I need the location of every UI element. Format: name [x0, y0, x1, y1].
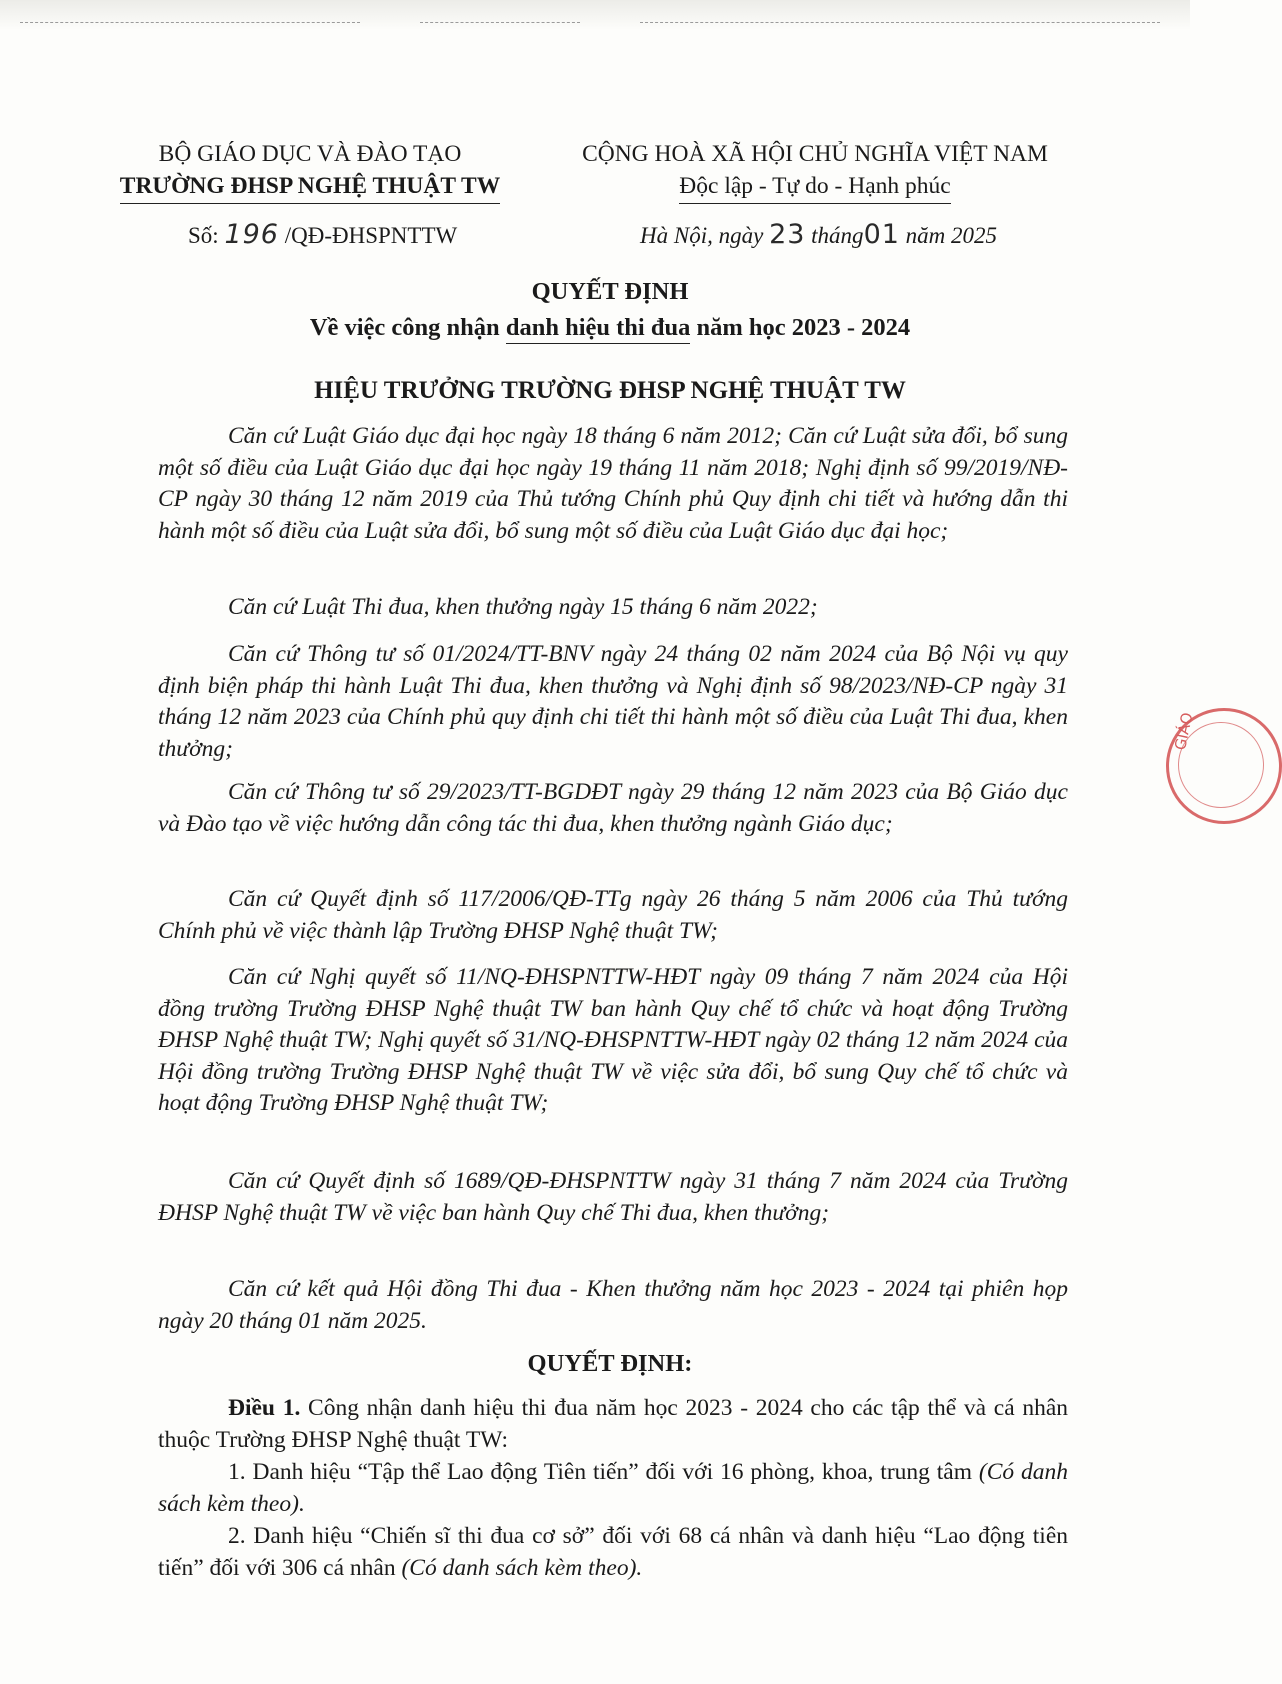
number-suffix: /QĐ-ĐHSPNTTW: [284, 223, 458, 248]
item-1-note: (Có danh sách kèm theo).: [158, 1459, 1069, 1517]
issue-date: [640, 219, 997, 250]
item-1-text: 1. Danh hiệu “Tập thể Lao động Tiên tiến” đối với 16 phòng, khoa, trung tâm: [228, 1459, 979, 1485]
preamble-paragraph: Căn cứ Thông tư số 01/2024/TT-BNV ngày 24 tháng 02 năm 2024 của Bộ Nội vụ quy định biện pháp thi hành Luật Thi đua, khen thưởng và Nghị định số 98/2023/NĐ-CP ngày 31 tháng 12 năm 2023 của Chính phủ quy định chi tiết thi hành một số điều của Luật Thi đua, khen thưởng;: [158, 641, 1068, 762]
scan-dash-line: [20, 22, 360, 24]
school-name: TRƯỜNG ĐHSP NGHỆ THUẬT TW: [110, 170, 510, 204]
subtitle-part1: Về việc công nhận: [309, 314, 506, 341]
article-1-item-2: [158, 1521, 1068, 1584]
date-place: Hà Nội, ngày: [640, 223, 764, 248]
subtitle-underlined: danh hiệu thi đua: [506, 314, 691, 344]
national-motto: Độc lập - Tự do - Hạnh phúc: [555, 170, 1075, 204]
scan-dash-line: [640, 22, 1160, 24]
preamble-paragraph: Căn cứ Quyết định số 1689/QĐ-ĐHSPNTTW ngày 31 tháng 7 năm 2024 của Trường ĐHSP Nghệ thuật TW về việc ban hành Quy chế Thi đua, khen thưởng;: [158, 1168, 1068, 1226]
authority-heading: HIỆU TRƯỞNG TRƯỜNG ĐHSP NGHỆ THUẬT TW: [314, 377, 906, 404]
ministry-name: BỘ GIÁO DỤC VÀ ĐÀO TẠO: [158, 141, 462, 167]
scan-dash-line: [420, 22, 580, 24]
item-2-note: (Có danh sách kèm theo).: [401, 1554, 643, 1581]
country-name: CỘNG HOÀ XÃ HỘI CHỦ NGHĨA VIỆT NAM: [582, 141, 1048, 167]
preamble-paragraph: Căn cứ Quyết định số 117/2006/QĐ-TTg ngày 26 tháng 5 năm 2006 của Thủ tướng Chính phủ về việc thành lập Trường ĐHSP Nghệ thuật TW;: [158, 886, 1068, 944]
decision-subtitle: [0, 314, 1220, 344]
ministry-header: [110, 138, 510, 204]
decides-heading: QUYẾT ĐỊNH:: [527, 1350, 693, 1377]
number-prefix: Số:: [188, 223, 219, 248]
preamble-paragraph: Căn cứ kết quả Hội đồng Thi đua - Khen thưởng năm học 2023 - 2024 tại phiên họp ngày 20 tháng 01 năm 2025.: [158, 1276, 1068, 1334]
seal-text: GIÁO: [1171, 710, 1197, 752]
scan-edge: [0, 0, 1190, 30]
decision-title: QUYẾT ĐỊNH: [531, 278, 689, 305]
preamble-paragraph: Căn cứ Thông tư số 29/2023/TT-BGDĐT ngày 29 tháng 12 năm 2023 của Bộ Giáo dục và Đào tạo về việc hướng dẫn công tác thi đua, khen thưởng ngành Giáo dục;: [158, 779, 1068, 837]
preamble-paragraph: Căn cứ Luật Giáo dục đại học ngày 18 tháng 6 năm 2012; Căn cứ Luật sửa đổi, bổ sung một số điều của Luật Giáo dục đại học ngày 19 tháng 11 năm 2018; Nghị định số 99/2019/NĐ-CP ngày 30 tháng 12 năm 2019 của Thủ tướng Chính phủ Quy định chi tiết và hướng dẫn thi hành một số điều của Luật sửa đổi, bổ sung một số điều của Luật Giáo dục đại học;: [158, 423, 1068, 544]
item-2-text: 2. Danh hiệu “Chiến sĩ thi đua cơ sở” đối với 68 cá nhân và danh hiệu “Lao động tiên tiến” đối với 306 cá nhân: [158, 1523, 1068, 1581]
date-month-label: tháng: [811, 223, 864, 248]
handwritten-month: 01: [863, 219, 900, 250]
national-header: [555, 138, 1075, 204]
handwritten-number: 196: [224, 219, 279, 250]
article-1-text: Công nhận danh hiệu thi đua năm học 2023 - 2024 cho các tập thể và cá nhân thuộc Trường ĐHSP Nghệ thuật TW:: [158, 1395, 1069, 1453]
handwritten-day: 23: [769, 219, 806, 250]
article-1: [158, 1393, 1068, 1456]
preamble-paragraph: Căn cứ Luật Thi đua, khen thưởng ngày 15 tháng 6 năm 2022;: [228, 594, 818, 620]
document-number: [188, 219, 457, 250]
date-year: năm 2025: [905, 223, 998, 248]
article-1-item-1: [158, 1457, 1068, 1520]
preamble-paragraph: Căn cứ Nghị quyết số 11/NQ-ĐHSPNTTW-HĐT ngày 09 tháng 7 năm 2024 của Hội đồng trường Trường ĐHSP Nghệ thuật TW ban hành Quy chế tổ chức và hoạt động Trường ĐHSP Nghệ thuật TW; Nghị quyết số 31/NQ-ĐHSPNTTW-HĐT ngày 02 tháng 12 năm 2024 của Hội đồng trường Trường ĐHSP Nghệ thuật TW về việc sửa đổi, bổ sung Quy chế tổ chức và hoạt động Trường ĐHSP Nghệ thuật TW;: [158, 964, 1068, 1116]
article-1-label: Điều 1.: [228, 1395, 301, 1421]
subtitle-part2: năm học 2023 - 2024: [690, 314, 911, 341]
